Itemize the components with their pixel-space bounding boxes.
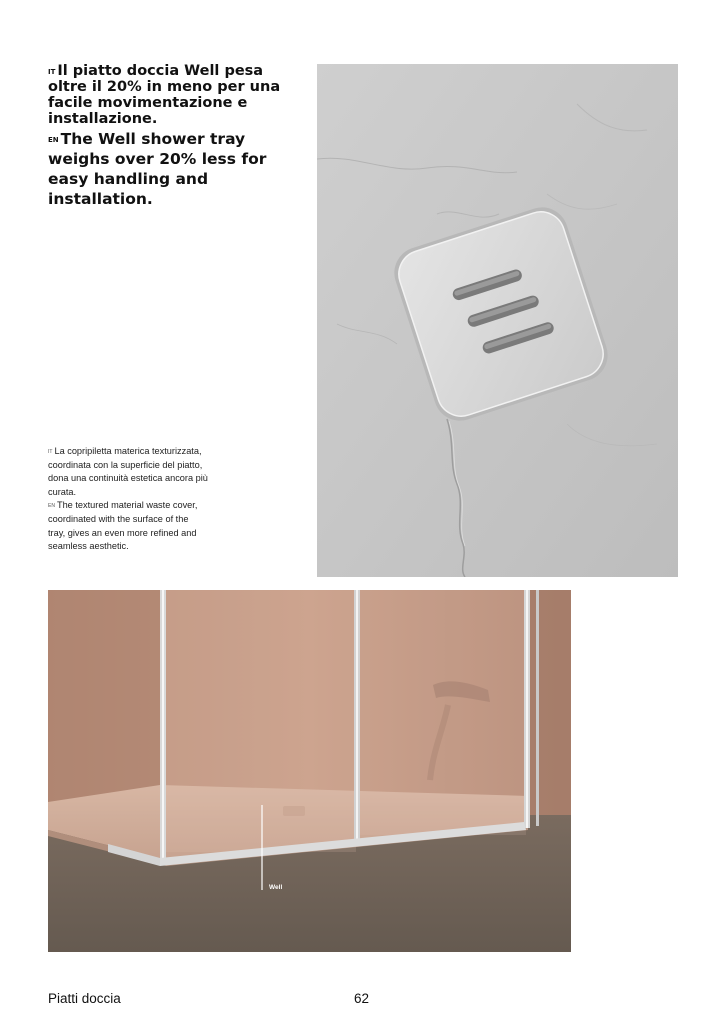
headline-en-text: The Well shower tray weighs over 20% less for easy handling and installation. [48, 130, 267, 208]
caption-it [48, 445, 208, 499]
caption-lang-tag-en: EN [48, 503, 55, 510]
caption-en [48, 499, 208, 553]
footer-section-title: Piatti doccia [48, 991, 121, 1006]
page-number: 62 [354, 991, 370, 1006]
caption-lang-tag-it: IT [48, 449, 53, 455]
headline [48, 63, 288, 209]
drain-cover-photo [317, 64, 678, 577]
drain-cover-illustration [317, 64, 678, 577]
headline-it-text: Il piatto doccia Well pesa oltre il 20% in meno per una facile movimentazione e installazione. [48, 63, 281, 127]
caption-en-text: The textured material waste cover, coordinated with the surface of the tray, gives an even more refined and seamless aesthetic. [48, 500, 198, 552]
headline-it [48, 63, 288, 127]
lang-tag-en: EN [48, 136, 59, 144]
well-callout-label: Well [269, 884, 283, 891]
shower-enclosure-photo [48, 590, 571, 952]
shower-illustration [48, 590, 571, 952]
caption-it-text: La copripiletta materica texturizzata, coordinata con la superficie del piatto, dona una continuità estetica ancora più curata. [48, 446, 208, 497]
lang-tag-it: IT [48, 68, 56, 76]
headline-en [48, 129, 288, 209]
caption [48, 445, 208, 554]
